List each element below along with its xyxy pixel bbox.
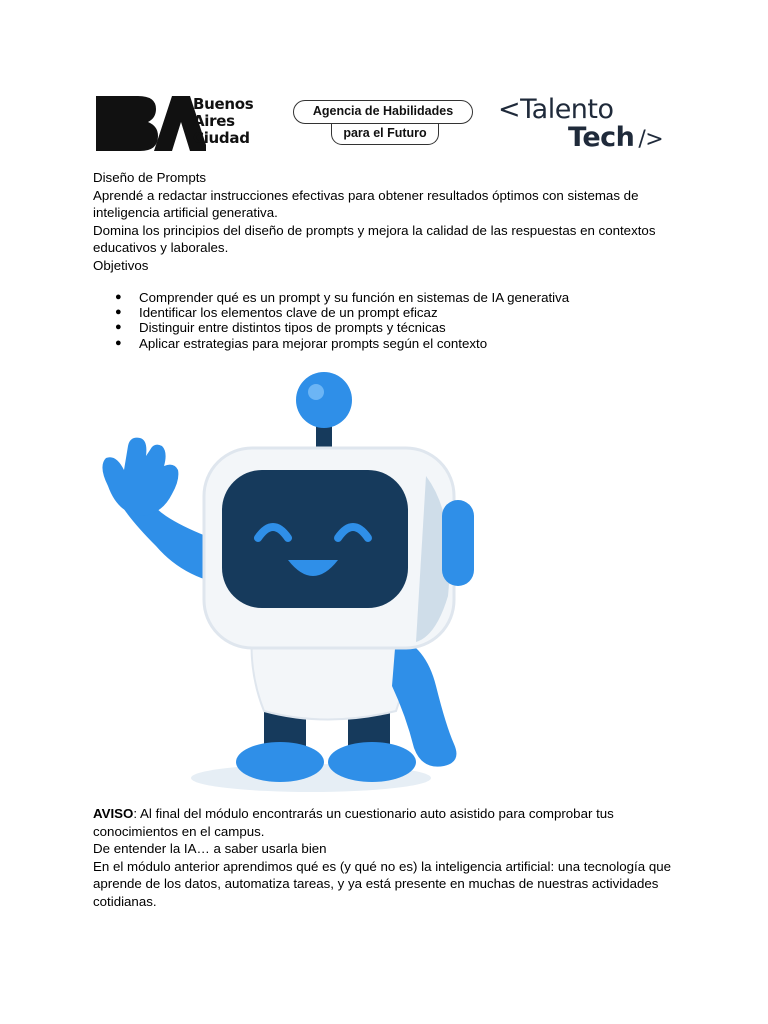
ba-word-2: Aires [193,112,235,130]
list-item: ● Aplicar estrategias para mejorar prompts según el contexto [93,336,693,351]
notice-label: AVISO [93,806,134,821]
objectives-label: Objetivos [93,257,149,273]
intro-section [93,169,693,275]
tech-slash: /> [638,127,664,152]
tech-text: Tech [568,122,635,153]
notice-paragraph [93,805,693,840]
ba-word-3: Ciudad [193,129,250,147]
agencia-logo [293,100,475,148]
tech-word [568,122,663,156]
objectives-list [93,290,693,351]
list-item: ● Identificar los elementos clave de un prompt eficaz [93,305,693,320]
intro-paragraph-1: Aprendé a redactar instrucciones efectivas para obtener resultados óptimos con sistemas de inteligencia artificial generativa. [93,187,639,221]
intro-paragraph-2: Domina los principios del diseño de prompts y mejora la calidad de las respuestas en contextos educativos y laborales. [93,222,656,256]
buenos-aires-logo [96,94,280,154]
section-subtitle: De entender la IA… a saber usarla bien [93,841,327,857]
talento-tech-logo [498,94,678,158]
page-title: Diseño de Prompts [93,170,207,185]
list-item: ● Distinguir entre distintos tipos de prompts y técnicas [93,320,693,335]
list-item: ● Comprender qué es un prompt y su función en sistemas de IA generativa [93,290,693,305]
waving-robot-icon [96,366,480,794]
notice-section [93,805,693,911]
talento-word: <Talento [498,94,614,125]
ba-words [193,96,253,147]
closing-paragraph: En el módulo anterior aprendimos qué es (y qué no es) la inteligencia artificial: una tecnología que aprende de los datos, automatiza tareas, y ya está presente en muchas de nuestras actividades cotidianas. [93,858,672,909]
agencia-line1: Agencia de Habilidades [293,100,473,124]
notice-text: : Al final del módulo encontrarás un cuestionario auto asistido para comprobar tus conocimientos en el campus. [93,806,614,839]
ba-mark-icon [96,94,206,152]
ba-word-1: Buenos [193,95,254,113]
agencia-line2: para el Futuro [331,123,439,145]
